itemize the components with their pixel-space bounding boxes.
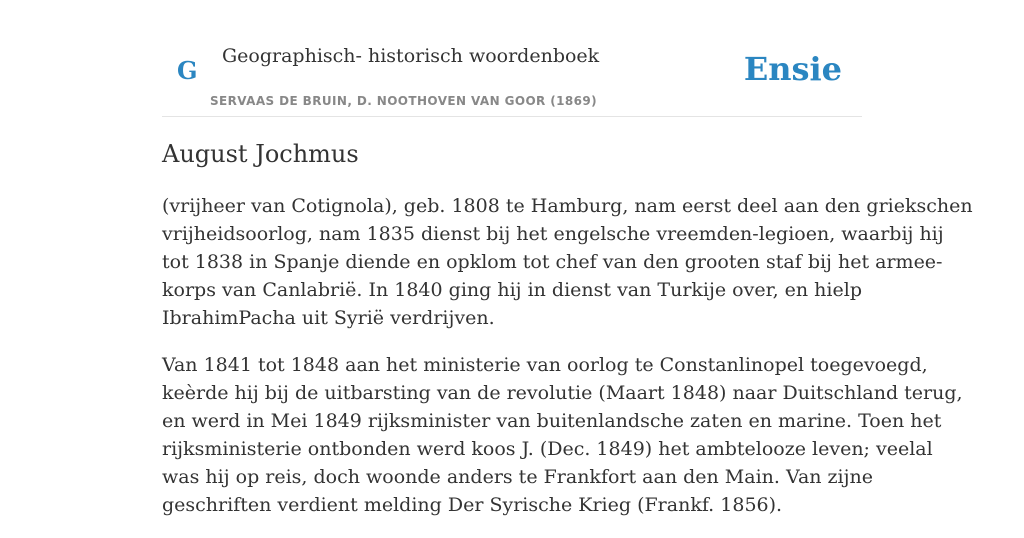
text-line: korps van Canlabrië. In 1840 ging hij in dienst van Turkije over, en hielp	[162, 279, 862, 301]
ensie-logo[interactable]: Ensie	[743, 50, 842, 88]
page-container	[162, 0, 973, 516]
entry-body	[162, 192, 973, 538]
text-line: keèrde hij bij de uitbarsting van de revolutie (Maart 1848) naar Duitschland terug,	[162, 382, 963, 404]
text-line: was hij op reis, doch woonde anders te Frankfort aan den Main. Van zijne	[162, 466, 874, 488]
text-line: Van 1841 tot 1848 aan het ministerie van oorlog te Constanlinopel toegevoegd,	[162, 354, 928, 376]
entry-paragraph	[162, 192, 973, 332]
text-line: tot 1838 in Spanje diende en opklom tot chef van den grooten staf bij het armee-	[162, 251, 943, 273]
book-title-link[interactable]: Geographisch- historisch woordenboek	[222, 45, 600, 67]
entry-paragraph	[162, 351, 963, 519]
dictionary-badge[interactable]: G	[177, 56, 198, 85]
text-line: geschriften verdient melding Der Syrische Krieg (Frankf. 1856).	[162, 494, 783, 516]
text-line: en werd in Mei 1849 rijksminister van buitenlandsche zaten en marine. Toen het	[162, 410, 942, 432]
entry-title: August Jochmus	[162, 140, 359, 168]
text-line: vrijheidsoorlog, nam 1835 dienst bij het engelsche vreemden-legioen, waarbij hij	[162, 223, 944, 245]
book-authors: SERVAAS DE BRUIN, D. NOOTHOVEN VAN GOOR (1869)	[210, 94, 598, 108]
text-line: IbrahimPacha uit Syrië verdrijven.	[162, 307, 495, 329]
text-line: (vrijheer van Cotignola), geb. 1808 te Hamburg, nam eerst deel aan den griekschen	[162, 195, 973, 217]
dictionary-header	[162, 0, 862, 117]
text-line: rijksministerie ontbonden werd koos J. (Dec. 1849) het ambtelooze leven; veelal	[162, 438, 933, 460]
